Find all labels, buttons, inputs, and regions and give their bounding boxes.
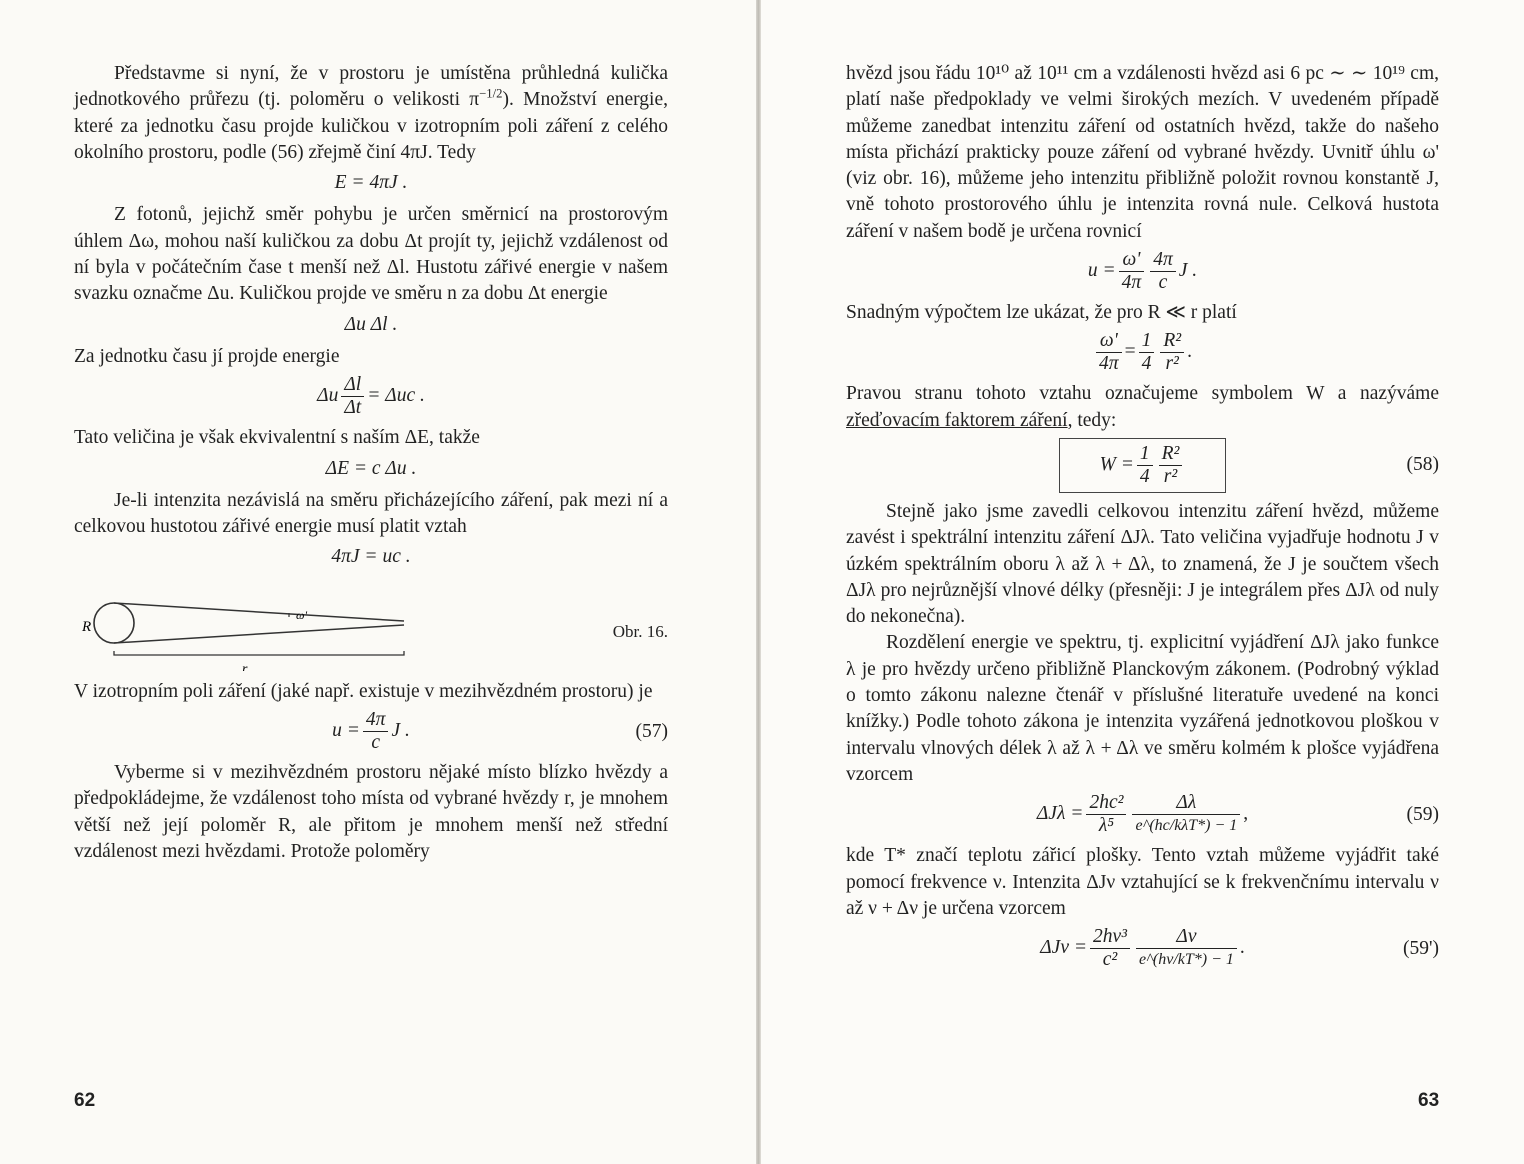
distance-bracket (114, 651, 404, 655)
paragraph: Z fotonů, jejichž směr pohybu je určen směrnicí na prostorovým úhlem Δω, mohou naší kuličkou za dobu Δt projít ty, jejichž vzdálenost od ní byla v počátečním čase t menší než Δl. Hustotu zářivé energie v našem svazku označme Δu. Kuličkou projde ve směru n za dobu Δt energie (74, 204, 668, 305)
right-text-column (846, 61, 1439, 977)
page-number-right: 63 (1418, 1090, 1440, 1111)
equation: Δu $\frac{\Delta l}{\Delta t}$ = Δuc . (317, 374, 425, 419)
distance-label: r (242, 661, 248, 671)
equation: u = $\frac{\omega'}{4\pi}$ $\frac{4\pi}{c}$ J . (1087, 249, 1198, 294)
cone-lower-edge (114, 625, 404, 643)
equation: ΔE = c Δu . (325, 457, 417, 479)
paragraph: hvězd jsou řádu 10¹⁰ až 10¹¹ cm a vzdálenosti hvězd asi 6 pc ∼ ∼ 10¹⁹ cm, platí naše předpoklady ve velmi širokých mezích. V uvedeném případě můžeme zanedbat intenzitu záření od ostatních hvězd, takže do našeho místa přichází prakticky pouze záření od vybrané hvězdy. Uvnitř úhlu ω' (viz obr. 16), můžeme jeho intenzitu přibližně položit rovnou konstantě J, vně tohoto prostorového úhlu je intenzita rovná nule. Celková hustota záření v našem bodě je určena rovnicí (846, 63, 1439, 242)
page-number-left: 62 (74, 1090, 96, 1111)
equation: $\frac{\omega'}{4\pi}$ = $\frac{1}{4}$ $\frac{\text{R²}}{\text{r²}}$ . (846, 330, 1439, 375)
paragraph: Vyberme si v mezihvězdném prostoru nějaké místo blízko hvězdy a předpokládejme, že vzdálenost toho místa od vybrané hvězdy r, je mnohem větší než její poloměr R, ale přitom je mnohem menší než střední vzdálenost mezi hvězdami. Protože poloměry (74, 762, 668, 862)
left-text-column (74, 61, 668, 865)
figure-16 (74, 585, 668, 671)
equation: E = 4πJ . (334, 172, 408, 194)
equation-58 (846, 438, 1439, 493)
paragraph: Stejně jako jsme zavedli celkovou intenzitu záření hvězd, můžeme zavést i spektrální intenzitu záření ΔJλ. Tato veličina vyjadřuje hodnotu J v úzkém spektrálním oboru λ až λ + Δλ, to znamená, že J je součtem všech ΔJλ pro nejrůznější vlnové délky (přesněji: J je integrálem přes ΔJλ od nuly do nekonečna). (846, 500, 1439, 628)
equation-number: (58) (1406, 454, 1439, 476)
paragraph: kde T* značí teplotu zářicí plošky. Tento vztah můžeme vyjádřit také pomocí frekvence ν. Intenzita ΔJν vztahující se k frekvenčnímu intervalu ν až ν + Δν je určena vzorcem (846, 845, 1439, 919)
paragraph: Za jednotku času jí projde energie (74, 345, 340, 367)
radius-label: R (82, 618, 92, 635)
equation: 4πJ = uc . (331, 546, 411, 568)
paragraph: Pravou stranu tohoto vztahu označujeme symbolem W a nazýváme zřeďovacím faktorem záření, tedy: (846, 383, 1439, 431)
equation-number: (59') (1402, 937, 1439, 959)
equation-59: ΔJλ = $\frac{\text{2hc²}}{\text{λ⁵}}$ $\frac{\Delta\lambda}{\text{e\textasciicircum{}(hc/kλT*) − 1}}$ , (59) (1036, 792, 1439, 837)
boxed-formula: W = $\frac{1}{4}$ $\frac{\text{R²}}{\text{r²}}$ (1059, 438, 1227, 493)
paragraph: V izotropním poli záření (jaké např. existuje v mezihvězdném prostoru) je (74, 680, 653, 702)
equation: Δu Δl . (344, 313, 398, 335)
equation-number: (59) (1406, 803, 1439, 825)
figure-caption: Obr. 16. (612, 621, 668, 641)
paragraph: Je-li intenzita nezávislá na směru přicházejícího záření, pak mezi ní a celkovou hustotou zářivé energie musí platit vztah (74, 489, 668, 538)
equation-57: u = $\frac{4\pi}{c}$ J . (57) (332, 709, 668, 754)
equation-59-prime: ΔJν = $\frac{\text{2hν³}}{\text{c²}}$ $\frac{\Delta\nu}{e\^{}(h\nu/kT*) - 1}$ . (59') (1040, 926, 1439, 971)
paragraph: Představme si nyní, že v prostoru je umístěna průhledná kulička jednotkového průřezu (tj. poloměru o velikosti $\pi^{-1/2}$). Množství energie, které za jednotku času projde kuličkou v izotropním poli záření z celého okolního prostoru, podle (56) zřejmě činí 4πJ. Tedy (74, 63, 668, 163)
paragraph: Snadným výpočtem lze ukázat, že pro R ≪ r platí (846, 302, 1237, 324)
paragraph: Tato veličina je však ekvivalentní s naším ΔE, takže (74, 427, 480, 449)
equation-number: (57) (635, 720, 668, 742)
cone-upper-edge (114, 603, 404, 621)
star-circle (94, 603, 134, 643)
cone-diagram (74, 585, 494, 671)
omega-label: ω' (296, 607, 308, 622)
paragraph: Rozdělení energie ve spektru, tj. explicitní vyjádření ΔJλ jako funkce λ je pro hvězdy určeno přibližně Planckovým zákonem. (Podrobný výklad o tomto zákonu nalezne čtenář v příslušné literatuře uvedené na konci knížky.) Podle tohoto zákona je intenzita vyzářená jednotkovou ploškou v intervalu vlnových délek λ až λ + Δλ ve směru kolmém k plošce vyjádřena vzorcem (846, 632, 1439, 785)
